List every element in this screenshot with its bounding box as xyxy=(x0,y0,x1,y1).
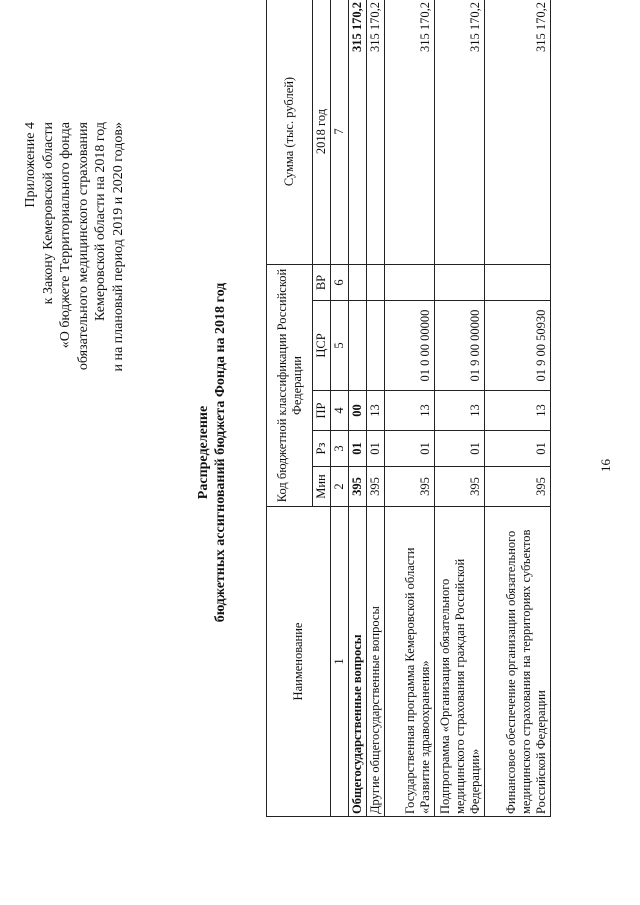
row-min: 395 xyxy=(385,467,435,507)
row-sum: 315 170,2 xyxy=(485,0,551,265)
appendix-block xyxy=(22,122,127,482)
row-csr: 01 0 00 00000 xyxy=(385,301,435,391)
row-min: 395 xyxy=(367,467,385,507)
row-rz: 01 xyxy=(385,431,435,467)
row-vr xyxy=(435,265,485,301)
row-pr: 13 xyxy=(367,391,385,431)
row-vr xyxy=(367,265,385,301)
row-sum: 315 170,2 xyxy=(385,0,435,265)
row-min: 395 xyxy=(349,467,367,507)
appendix-line: Кемеровской области на 2018 год xyxy=(93,122,108,322)
row-min: 395 xyxy=(485,467,551,507)
page-number: 16 xyxy=(598,459,613,472)
col-number: 3 xyxy=(331,431,349,467)
row-name: Государственная программа Кемеровской области «Развитие здравоохранения» xyxy=(385,507,435,817)
header-sum: Сумма (тыс. рублей) xyxy=(267,0,313,265)
row-rz: 01 xyxy=(435,431,485,467)
table-row xyxy=(485,0,551,817)
col-number: 6 xyxy=(331,265,349,301)
row-sum: 315 170,2 xyxy=(367,0,385,265)
row-pr: 13 xyxy=(485,391,551,431)
row-pr: 00 xyxy=(349,391,367,431)
heading-line-2: бюджетных ассигнований бюджета Фонда на 2018 год xyxy=(213,282,228,623)
document-heading xyxy=(195,0,229,905)
row-min: 395 xyxy=(435,467,485,507)
appendix-line: и на плановый период 2019 и 2020 годов» xyxy=(110,122,126,372)
appendix-line: «О бюджете Территориального фонда xyxy=(58,122,73,349)
row-name: Общегосударственные вопросы xyxy=(349,507,367,817)
header-year: 2018 год xyxy=(313,0,331,265)
col-number: 5 xyxy=(331,301,349,391)
row-name: Другие общегосударственные вопросы xyxy=(367,507,385,817)
row-vr xyxy=(349,265,367,301)
row-csr xyxy=(349,301,367,391)
header-min: Мин xyxy=(313,467,331,507)
table-row xyxy=(435,0,485,817)
header-csr: ЦСР xyxy=(313,301,331,391)
appendix-line: Приложение 4 xyxy=(23,122,38,208)
row-rz: 01 xyxy=(367,431,385,467)
table-row xyxy=(349,0,367,817)
appendix-line: обязательного медицинского страхования xyxy=(75,122,91,371)
header-name: Наименование xyxy=(267,507,331,817)
header-vr: ВР xyxy=(313,265,331,301)
header-rz: Рз xyxy=(313,431,331,467)
appendix-line: к Закону Кемеровской области xyxy=(40,122,56,305)
row-vr xyxy=(385,265,435,301)
header-pr: ПР xyxy=(313,391,331,431)
row-sum: 315 170,2 xyxy=(435,0,485,265)
budget-table xyxy=(266,0,551,817)
row-pr: 13 xyxy=(435,391,485,431)
row-rz: 01 xyxy=(349,431,367,467)
col-number: 2 xyxy=(331,467,349,507)
row-name: Подпрограмма «Организация обязательного медицинского страхования граждан Российской Федерации» xyxy=(435,507,485,817)
row-rz: 01 xyxy=(485,431,551,467)
row-pr: 13 xyxy=(385,391,435,431)
header-code-group: Код бюджетной классификации Российской Федерации xyxy=(267,265,313,507)
heading-line-1: Распределение xyxy=(196,405,211,500)
row-csr xyxy=(367,301,385,391)
row-name: Финансовое обеспечение организации обязательного медицинского страхования на территориях субъектов Российской Федерации xyxy=(485,507,551,817)
col-number: 4 xyxy=(331,391,349,431)
row-sum: 315 170,2 xyxy=(349,0,367,265)
row-vr xyxy=(485,265,551,301)
row-csr: 01 9 00 00000 xyxy=(435,301,485,391)
col-number: 1 xyxy=(331,507,349,817)
col-number: 7 xyxy=(331,0,349,265)
table-row xyxy=(385,0,435,817)
row-csr: 01 9 00 50930 xyxy=(485,301,551,391)
table-row xyxy=(367,0,385,817)
